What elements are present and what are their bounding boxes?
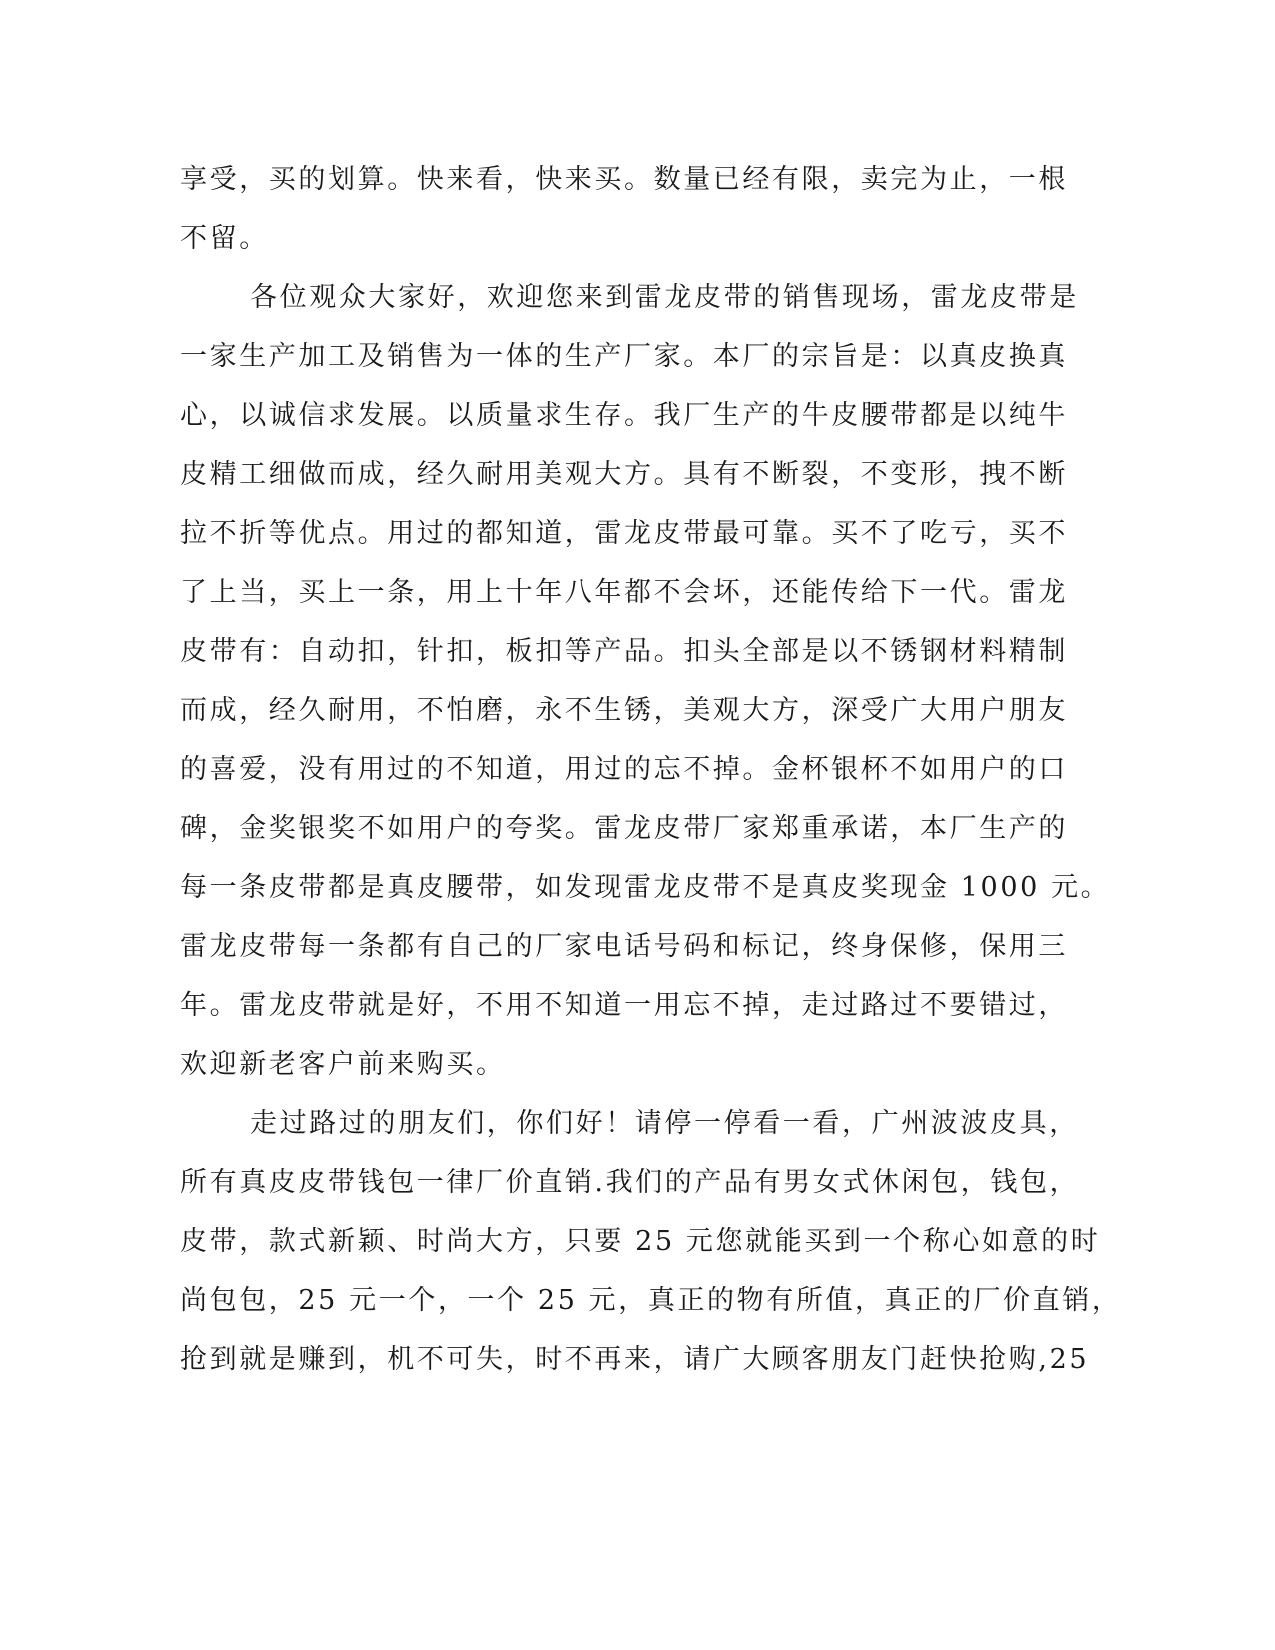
text-line: 每一条皮带都是真皮腰带，如发现雷龙皮带不是真皮奖现金 1000 元。: [180, 872, 1111, 903]
text-line: 心，以诚信求发展。以质量求生存。我厂生产的牛皮腰带都是以纯牛: [180, 400, 1068, 431]
text-line: 了上当，买上一条，用上十年八年都不会坏，还能传给下一代。雷龙: [180, 577, 1068, 608]
text-line: 尚包包，25 元一个，一个 25 元，真正的物有所值，真正的厂价直销，: [180, 1285, 1122, 1316]
text-line: 一家生产加工及销售为一体的生产厂家。本厂的宗旨是：以真皮换真: [180, 341, 1068, 372]
text-line: 雷龙皮带每一条都有自己的厂家电话号码和标记，终身保修，保用三: [180, 931, 1068, 962]
text-line: 皮精工细做而成，经久耐用美观大方。具有不断裂，不变形，拽不断: [180, 459, 1068, 490]
text-line: 而成，经久耐用，不怕磨，永不生锈，美观大方，深受广大用户朋友: [180, 695, 1068, 726]
text-line: 各位观众大家好，欢迎您来到雷龙皮带的销售现场，雷龙皮带是: [250, 282, 1079, 313]
text-line: 欢迎新老客户前来购买。: [180, 1049, 506, 1080]
text-line: 走过路过的朋友们，你们好！请停一停看一看，广州波波皮具，: [250, 1108, 1079, 1139]
text-line: 抢到就是赚到，机不可失，时不再来，请广大顾客朋友门赶快抢购,25: [180, 1344, 1090, 1375]
text-line: 皮带，款式新颖、时尚大方，只要 25 元您就能买到一个称心如意的时: [180, 1226, 1101, 1257]
text-line: 所有真皮皮带钱包一律厂价直销.我们的产品有男女式休闲包，钱包，: [180, 1167, 1080, 1198]
text-line: 年。雷龙皮带就是好，不用不知道一用忘不掉，走过路过不要错过，: [180, 990, 1068, 1021]
text-line: 不留。: [180, 223, 269, 254]
text-line: 拉不折等优点。用过的都知道，雷龙皮带最可靠。买不了吃亏，买不: [180, 518, 1068, 549]
text-line: 的喜爱，没有用过的不知道，用过的忘不掉。金杯银杯不如用户的口: [180, 754, 1068, 785]
text-line: 碑，金奖银奖不如用户的夸奖。雷龙皮带厂家郑重承诺，本厂生产的: [180, 813, 1068, 844]
text-line: 皮带有：自动扣，针扣，板扣等产品。扣头全部是以不锈钢材料精制: [180, 636, 1068, 667]
text-line: 享受，买的划算。快来看，快来买。数量已经有限，卖完为止，一根: [180, 164, 1068, 195]
